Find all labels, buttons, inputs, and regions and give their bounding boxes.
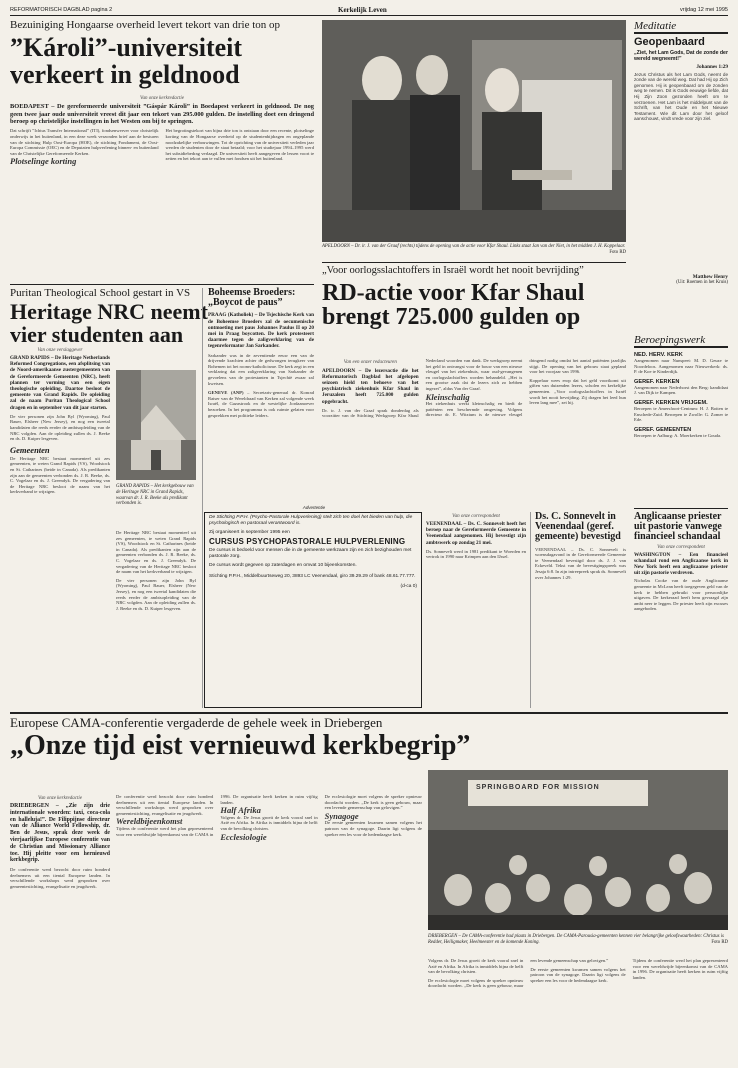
paragraph: De eerste gemeenten kwamen samen volgens het patroon van de synagoge. Daarin ligt volgens de spreker een les voor de hedendaagse kerk. [324,820,422,837]
sidebar-list [634,352,728,438]
article-title: „Boycot de paus” [208,297,283,309]
cama-body [116,794,422,1058]
paragraph: Koppelaar wees erop dat het geld voortkomt uit giften van duizenden lezers, scholen en kerkelijke gemeenten. „Voor oorlogsslachtoffers in Israël wordt het nooit bevrijding. Zij dragen het leed hun leven lang mee”, zei hij. [529,377,626,406]
meditation-quote: „Ziet, het Lam Gods, Dat de zonde der wereld wegneemt!” [634,50,728,63]
article-body: Nicholas Cooke van de oude Anglicaanse gemeente in McLean heeft toegegeven geld van de kerk te hebben gebruikt voor persoonlijke uitgaven. De kerkeraad heeft hem gevraagd zijn ambt neer te leggen. De priester heeft zijn excuses aangeboden. [634,578,728,612]
paragraph: De conferentie werd bezocht door ruim honderd deelnemers uit een tiental Europese landen. In verschillende workshops werd gesproken over gemeentestichting, evangelisatie en jeugdwerk. [10,867,110,889]
subheading: Half Afrika [220,805,261,816]
paragraph: De Heritage NRC bestaat momenteel uit zes gemeenten, te weten Grand Rapids (VS), Woodstock en St. Catharines (beide in Canada). Als predikanten zijn aan de gemeenten verbonden ds. J. R. Beeke, ds. C. Vogelaar en ds. J. Greendyk. De vergadering van de Heritage NRC besloot de naam van het kerkverband te wijzigen. [10,455,110,495]
paragraph: De vier personen zijn John Byl (Wyoming), Paul Bauer, Elsheer (New Jersey), en nog een tweetal kandidaten die reeds eerder de ambtsopleiding van de NRC volgden. Aan de opleiding zullen ds. J. Beeke en ds. D. Kuiper lesgeven. [10,413,110,442]
advert-line: De Stichting P.P.H. (Psycho-Pastorale Hulpverlening) stelt zich ten doel het bieden van hulp, die psychologisch en pastoraal verantwoord is. [209,514,413,526]
list-item-head: GEREF. GEMEENTEN [634,426,692,433]
divider [10,712,728,714]
meditation-box [634,20,728,330]
meditation-section: Meditatie [634,20,728,34]
article-kicker: Boheemse Broeders: [208,287,296,298]
meditation-author: Matthew Henry [692,273,728,280]
article-correspondent: Van onze kerkredactie [140,96,184,102]
article-correspondent: Van onze kerkredactie [38,796,82,801]
paragraph-text: Secretaris-generaal dr. Konrad Raiser van de Wereldraad van Kerken zal volgende week Israël, de Gazastrook en de westelijke Jordaanoever bezoeken. In het programma is ook ruimte gelaten voor gesprekken met politieke leiders. [208,390,314,418]
header-left: REFORMATORISCH DAGBLAD pagina 2 [10,7,113,13]
church-building-icon [116,370,196,480]
page-header [10,6,728,16]
list-item [634,352,728,375]
list-item [634,400,728,423]
beroepingswerk-section: Beroepingswerk [634,334,728,348]
beroepingswerk-box [634,334,728,504]
paragraph: VEENENDAAL – Ds. C. Sonnevelt is woensdagavond in de Gereformeerde Gemeente te Veenendaal bevestigd door ds. J. J. van Eckeveld. Tekst van de bevestigingspreek was Jesaja 6:8. In zijn intreepreek sprak ds. Sonnevelt over Johannes 1:29. [535,546,626,580]
subheading: Wereldbijeenkomst [116,816,183,827]
meditation-title: Geopenbaard [634,36,705,48]
subheading: Plotselinge korting [10,156,77,167]
article-sonnevelt [426,512,526,708]
paragraph: Het ziekenhuis werkt kleinschalig en biedt de patiënten een beschermde omgeving. Volgens directeur dr. E. Witztum is de nieuwe vleugel dringend nodig omdat het aantal patiënten jaarlijks stijgt. De opening van het gebouw staat gepland voor het voorjaar van 1996. [425,358,626,418]
advert-label: Advertentie [294,505,334,511]
article-title: RD-actie voor Kfar Shaul brengt 725.000 gulden op [322,279,585,331]
puritan-column [10,346,110,706]
article-title: Ds. C. Sonnevelt in Veenendaal (geref. gemeente) bevestigd [535,511,621,543]
photo-credit: Foto RD [609,249,626,255]
article-lead: WASHINGTON – Een financieel schandaal rond een Anglicaanse kerk in New York heeft een anglicaanse priester uit zijn pastorie verdreven. [634,551,728,577]
list-item-body: Aangenomen naar Nunspeet: M. D. Geuze te Noordeloos. Aangenomen naar Nieuwerkerk: ds. P. de Koe te Kinderdijk. [634,358,728,375]
article-title: Heritage NRC neemt vier studenten aan [10,299,208,347]
meditation-source: (Uit: Roemen in het Kruis) [676,279,728,285]
article-lead: BOEDAPEST – De gereformeerde universiteit ”Gáspár Károli” in Boedapest verkeert in geldnood. De nog geen twee jaar oude universiteit vreest dit jaar een tekort van 295.000 gulden. De instelling doet een dringend beroep op christelijke instellingen in het Westen om bij te springen. [10,103,314,126]
article-body [10,128,314,250]
caption-text: DRIEBERGEN – De CAMA-conferentie had plaats in Driebergen. De CAMA-Parousia-gemeenten kennen vier belangrijke geloofswaarheden: Christus is Redder, Heiligmaker, Heelmeester en de komende Koning. [428,934,724,945]
divider [10,284,314,285]
advert-organised: Zij organiseert in september 1995 een [209,530,290,536]
article-kicker: „Voor oorlogsslachtoffers in Israël wordt het nooit bevrijding” [322,265,584,276]
advert-line: De cursus is bedoeld voor mensen die in de gemeente werkzaam zijn en zich bezighouden met pastorale zorg. [209,547,412,559]
header-right: vrijdag 12 mei 1995 [679,7,728,13]
divider [322,262,626,263]
article-kfar-shaul [322,266,626,354]
paragraph: Tijdens de conferentie werd het plan gepresenteerd voor een wereldwijde bijeenkomst van de CAMA in 1996. De organisatie heeft kerken in ruim vijftig landen. [116,794,318,837]
list-item-head: NED. HERV. KERK [634,352,683,358]
article-correspondent: Van onze verslaggever [37,348,83,353]
kfar-body [322,358,626,508]
article-lead: GRAND RAPIDS – De Heritage Netherlands Reformed Congregations, een afsplitsing van de Noord-amerikaanse zustergemeenten van de Gereformeerde Gemeenten (NRC), heeft plannen ter vorming van een eigen theologische opleiding. Daartoe besloot de gemeente van Grand Rapids. De opleiding zal de naam Puritan Theological School dragen en in september van dit jaar starten. [10,355,110,411]
dateline: GENEVE (ANP) [208,390,244,396]
divider [634,508,728,509]
caption-text: APELDOORN – Dr. ir. J. van der Graaf (rechts) tijdens de opening van de actie voor Kfar Shaul. Links staat Jan van der Niet, in het midden J. H. Koppelaar. [322,244,626,249]
photo-people-icon [322,20,626,242]
cama-column-1 [10,794,110,1058]
paragraph: De vier personen zijn John Byl (Wyoming), Paul Bauer, Elsheer (New Jersey), en nog een tweetal kandidaten die reeds eerder de ambtsopleiding van de NRC volgden. Aan de opleiding zullen ds. J. Beeke en ds. D. Kuiper lesgeven. [116,577,196,611]
paragraph: De ecclesiologie moet volgens de spreker opnieuw doordacht worden. „De kerk is geen gebouw, maar een levende gemeenschap van gelovigen.” [324,794,422,811]
subheading: Ecclesiologie [220,831,267,842]
conference-hall-icon [428,770,728,930]
article-title: Anglicaanse priester uit pastorie vanwege financieel schandaal [634,511,722,543]
paragraph: Ds. Sonnevelt werd in 1981 predikant te Woerden en vertrok in 1990 naar Krimpen aan den IJssel. [426,548,526,560]
paragraph: De Heritage NRC bestaat momenteel uit zes gemeenten, te weten Grand Rapids (VS), Woodstock en St. Catharines (beide in Canada). Als predikanten zijn aan de gemeenten verbonden ds. J. R. Beeke, ds. C. Vogelaar en ds. J. Greendyk. De vergadering van de Heritage NRC besloot de naam van het kerkverband te wijzigen. [116,530,196,575]
cama-photo [428,770,728,930]
paragraph: De conferentie werd bezocht door ruim honderd deelnemers uit een tiental Europese landen. In verschillende workshops werd gesproken over gemeentestichting, evangelisatie en jeugdwerk. [116,794,214,816]
banner-text: SPRINGBOARD FOR MISSION [476,784,600,791]
article-lead: APELDOORN – De lezersactie die het Reformatorisch Dagblad het afgelopen seizoen hield ten behoeve van het psychiatrisch ziekenhuis Kfar Shaul in Jeruzalem heeft 725.000 gulden opgebracht. [322,367,419,405]
list-item-body: Aangenomen naar Nederhorst den Berg: kandidaat J. van Dijk te Kampen. [634,384,728,396]
list-item [634,379,728,396]
article-sonnevelt-2 [530,512,626,708]
puritan-column-2 [116,530,196,706]
list-item [634,427,728,439]
list-item-body: Beroepen te Amersfoort-Centrum: H. J. Boiten te Enschede-Zuid. Beroepen te Zwolle: G. Zomer te Ede. [634,405,728,423]
list-item-body: Beroepen te Aalburg: A. Moerkerken te Gouda. [634,432,722,438]
advert-line: De cursus wordt gegeven op zaterdagen en omvat 10 bijeenkomsten. [209,562,357,568]
paragraph: De ecclesiologie moet volgens de spreker opnieuw doordacht worden. „De kerk is geen gebouw, maar een levende gemeenschap van gelovigen.” [428,958,609,989]
paragraph: Volgens dr. De Jesus groeit de kerk vooral snel in Azië en Afrika. In Afrika is inmiddels bijna de helft van de bevolking christen. [220,814,318,831]
paragraph: Dat schrijft ”Ichtus Transfer International” (ITI), fondsenwerver voor christelijk onderwijs in het buitenland, in een deze week verzonden brief aan de besturen van de stichting Hulp Oost-Europa (HOE), de stichting Fondament, de Oost-Europa Commissie (OEC) en de Deputaten hulpverlening binnen- en buitenland van de Christelijke Gereformeerde Kerken. [10,128,159,156]
subheading: Gemeenten [10,444,50,455]
paragraph: Sarkander was in de zeventiende eeuw een van de drijvende krachten achter de gedwongen terugkeer van Bohemen tot het rooms-katholicisme. De kerk zegt in een verklaring dat een zaligverklaring van Sarkander de gevoelens van de protestanten in Tsjechië zwaar zal kwetsen. [208,352,315,386]
feature-photo [322,20,626,242]
article-kicker: Bezuiniging Hongaarse overheid levert tekort van drie ton op [10,19,281,31]
list-item-head: GEREF. KERKEN VRIJGEM. [634,399,708,406]
article-lead: VEENENDAAL – Ds. C. Sonnevelt heeft het beroep naar de Gereformeerde Gemeente in Veenendaal aangenomen. Hij bevestigt zijn ambtswerk op zondag 21 mei. [426,521,526,546]
header-center: Kerkelijk Leven [338,6,387,14]
advertisement [204,505,422,708]
advert-contact: Stichting P.P.H., Middelbuurtseweg 20, 3893 LC Veenendaal, giro 39.29.29 of bank 48.61.77.777. [209,574,416,580]
paragraph: Volgens dr. De Jesus groeit de kerk vooral snel in Azië en Afrika. In Afrika is inmiddels bijna de helft van de bevolking christen. [428,958,524,975]
article-hungary [10,20,314,280]
article-lead: DRIEBERGEN – „Zie zijn drie internationale woorden: taxi, coca-cola en halleluja!”. De Filippijnse directeur van de Alliance World Fellowship, dr. Ben de Jesus, sprak deze week de vierjaarlijkse Europese conferentie van de Christian and Missionary Alliance toe. Hij pleitte voor een hernieuwd kerkbegrip. [10,803,110,864]
article-correspondent: Van onze correspondent [452,514,500,519]
meditation-verse: Johannes 1:29 [696,63,728,70]
paragraph: Tijdens de conferentie werd het plan gepresenteerd voor een wereldwijde bijeenkomst van de CAMA in 1996. De organisatie heeft kerken in ruim vijftig landen. [632,958,728,980]
article-correspondent: Van onze correspondent [657,544,705,550]
advert-ref: (d-ca 0) [400,584,417,590]
subheading: Kleinschalig [425,391,470,402]
paragraph: De eerste gemeenten kwamen samen volgens het patroon van de synagoge. Daarin ligt volgens de spreker een les voor de hedendaagse kerk. [530,966,626,983]
list-item-head: GEREF. KERKEN [634,378,680,385]
article-kicker: Puritan Theological School gestart in VS [10,287,191,299]
paragraph: Dr. ir. J. van der Graaf sprak donderdag als voorzitter van de Stichting Werkgroep Kfar Shaul Nederland woorden van dank. De werkgroep neemt het geld in ontvangst voor de bouw van een nieuwe vleugel van het ziekenhuis, waar oud-gevangenen en oorlogsslachtoffers worden behandeld. „Het is een grootse zaak dat de lezers zich zo hebben ingezet”, aldus Van der Graaf. [322,358,523,419]
meditation-body: Jezus Christus als het Lam Gods, neemt de zonde van de wereld weg. Dat had Hij op Zich genomen. Hij is geopenbaard om de zonden weg te nemen. Dit is Gods eeuwige liefde, dat Hij Zijn Zoon gezonden heeft om te verzoenen. Het Lam is het middelpunt van de Schrift, van het Oude en het Nieuwe Testament. Wie dit Lam door het geloof aanschouwt, vindt vrede voor zijn ziel. [634,71,728,122]
article-cama [10,716,530,776]
article-correspondent: Van een onzer redacteuren [343,360,397,365]
cama-photo-caption [428,934,728,946]
article-anglican [634,508,728,738]
cama-body-continued [428,958,728,1058]
church-photo [116,370,196,480]
advert-course-title: CURSUS PSYCHOPASTORALE HULPVERLENING [209,537,406,547]
feature-photo-caption [322,244,626,258]
article-title: ”Károli”-universiteit verkeert in geldnood [10,33,243,89]
paragraph: Het begrotingstekort van bijna drie ton is ontstaan door een recente, plotselinge korting van de Hongaarse overheid op de studentenbijdragen en ongeplande noodzakelijke verbouwingen. Tot de oprichting van de universiteit verleden jaar werden de studenten door de staat betaald; voor het studiejaar 1994–1995 werd het subsidiebedrag verlaagd. De universiteit heeft aangegeven de lessen voort te zetten en het tekort aan te vullen met fondsen uit het buitenland. [165,128,314,162]
subheading: Synagoge [324,810,359,821]
church-photo-caption: GRAND RAPIDS – Het kerkgebouw van de Heritage NRC in Grand Rapids, waarvan dr. J. R. Beeke als predikant verbonden is. [116,484,194,507]
photo-credit: Foto RD [711,939,728,945]
article-title: „Onze tijd eist vernieuwd kerkbegrip” [10,730,471,762]
article-kicker: Europese CAMA-conferentie vergaderde de gehele week in Driebergen [10,715,383,730]
article-lead: PRAAG (Katholiek) – De Tsjechische Kerk van de Boheemse Broeders zal de oecumenische ontmoeting met paus Johannes Paulus II op 20 mei in Praag boycotten. De kerk protesteert daarmee tegen de zaligverklaring van de tegenreformator Jan Sarkander. [208,312,314,350]
paragraph: GENEVE (ANP) – Secretaris-generaal dr. Konrad Raiser van de Wereldraad van Kerken zal volgende week Israël, de Gazastrook en de westelijke Jordaanoever bezoeken. In het programma is ook ruimte gelaten voor gesprekken met politieke leiders. [208,390,314,418]
